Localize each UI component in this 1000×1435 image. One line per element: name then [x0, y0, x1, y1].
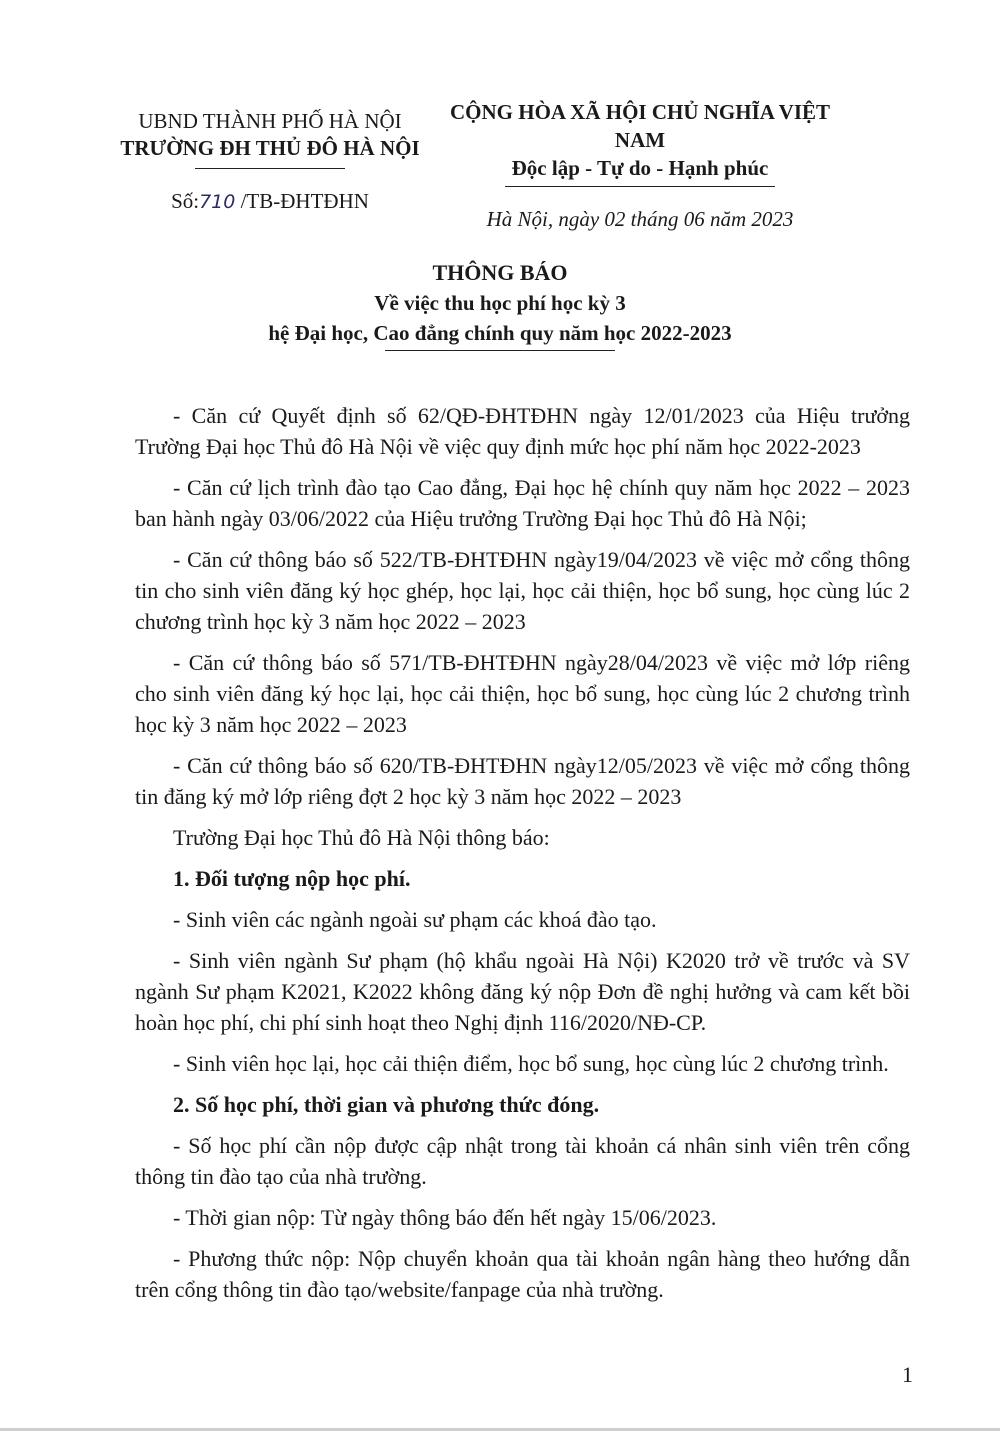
document-body [135, 400, 910, 1315]
document-type: THÔNG BÁO [432, 260, 568, 285]
date-prefix: Hà Nội, ngày [486, 207, 605, 231]
document-subject-line2: hệ Đại học, Cao đẳng chính quy năm học 2022-2023 [268, 321, 732, 345]
document-number-handwritten: 710 [199, 191, 236, 213]
section-2-heading: 2. Số học phí, thời gian và phương thức đóng. [173, 1092, 600, 1117]
document-number [100, 189, 440, 214]
section-2-item: - Thời gian nộp: Từ ngày thông báo đến hết ngày 15/06/2023. [173, 1205, 717, 1230]
motto-underline [505, 186, 775, 187]
issuer-parent-org: UBND THÀNH PHỐ HÀ NỘI [138, 109, 402, 133]
section-1-item: - Sinh viên ngành Sư phạm (hộ khẩu ngoài Hà Nội) K2020 trở về trước và SV ngành Sư phạm K2021, K2022 không đăng ký nộp Đơn đề nghị hưởng và cam kết bồi hoàn học phí, chi phí sinh hoạt theo Nghị định 116/2020/NĐ-CP. [135, 948, 910, 1035]
legal-basis-item: - Căn cứ Quyết định số 62/QĐ-ĐHTĐHN ngày 12/01/2023 của Hiệu trưởng Trường Đại học Thủ đô Hà Nội về việc quy định mức học phí năm học 2022-2023 [135, 403, 910, 459]
national-motto-block [440, 98, 840, 232]
legal-basis-item: - Căn cứ thông báo số 620/TB-ĐHTĐHN ngày12/05/2023 về việc mở cổng thông tin đăng ký mở lớp riêng đợt 2 học kỳ 3 năm học 2022 – 2023 [135, 753, 910, 809]
date-day-handwritten: 02 [604, 207, 626, 231]
document-number-prefix: Số: [171, 189, 200, 213]
nation-name: CỘNG HÒA XÃ HỘI CHỦ NGHĨA VIỆT NAM [450, 100, 830, 152]
issuer-org: TRƯỜNG ĐH THỦ ĐÔ HÀ NỘI [120, 136, 420, 160]
page-number: 1 [902, 1362, 913, 1387]
section-2-item: - Số học phí cần nộp được cập nhật trong tài khoản cá nhân sinh viên trên cổng thông tin đào tạo của nhà trường. [135, 1133, 910, 1189]
section-1-heading: 1. Đối tượng nộp học phí. [173, 866, 411, 891]
section-1-item: - Sinh viên học lại, học cải thiện điểm, học bổ sung, học cùng lúc 2 chương trình. [173, 1051, 889, 1076]
section-2-item: - Phương thức nộp: Nộp chuyển khoản qua tài khoản ngân hàng theo hướng dẫn trên cổng thông tin đào tạo/website/fanpage của nhà trường. [135, 1246, 910, 1302]
issuer-underline [195, 168, 345, 169]
document-date [440, 207, 840, 232]
announcement-intro: Trường Đại học Thủ đô Hà Nội thông báo: [173, 825, 550, 850]
legal-basis-item: - Căn cứ thông báo số 522/TB-ĐHTĐHN ngày19/04/2023 về việc mở cổng thông tin cho sinh viên đăng ký học ghép, học lại, học cải thiện, học bổ sung, học cùng lúc 2 chương trình học kỳ 3 năm học 2022 – 2023 [135, 547, 910, 634]
issuer-block [100, 108, 440, 214]
date-suffix: tháng 06 năm 2023 [625, 207, 794, 231]
nation-motto: Độc lập - Tự do - Hạnh phúc [511, 156, 769, 180]
legal-basis-item: - Căn cứ thông báo số 571/TB-ĐHTĐHN ngày28/04/2023 về việc mở lớp riêng cho sinh viên đăng ký học lại, học cải thiện, học bổ sung, học cùng lúc 2 chương trình học kỳ 3 năm học 2022 – 2023 [135, 650, 910, 737]
document-title-block [100, 258, 900, 351]
document-number-suffix: /TB-ĐHTĐHN [235, 189, 369, 213]
scan-edge-line [0, 1428, 1000, 1431]
title-underline [385, 350, 615, 351]
section-1-item: - Sinh viên các ngành ngoài sư phạm các khoá đào tạo. [173, 907, 657, 932]
document-subject-line1: Về việc thu học phí học kỳ 3 [374, 291, 626, 315]
legal-basis-item: - Căn cứ lịch trình đào tạo Cao đẳng, Đại học hệ chính quy năm học 2022 – 2023 ban hành ngày 03/06/2022 của Hiệu trưởng Trường Đại học Thủ đô Hà Nội; [135, 475, 910, 531]
